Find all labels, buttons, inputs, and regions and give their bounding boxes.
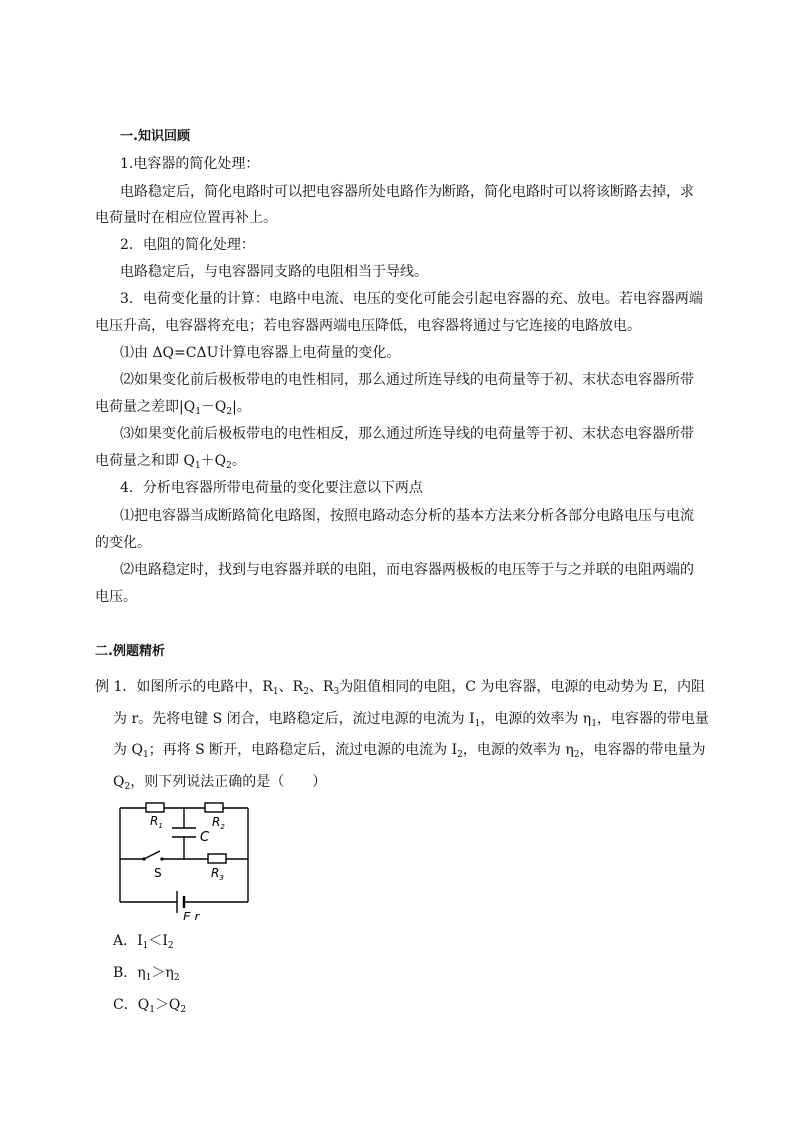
circuit-diagram [110, 798, 260, 920]
resistor-r3 [208, 854, 226, 863]
item4-1-line1: ⑴把电容器当成断路简化电路图，按照电路动态分析的基本方法来分析各部分电路电压与电流 [120, 508, 694, 524]
option-b: B．$\eta_1>\eta_2$ [113, 965, 180, 983]
option-a: A．$I_1<I_2$ [113, 933, 174, 951]
resistor-r1 [146, 803, 164, 812]
section1-heading: 一.知识回顾 [120, 129, 190, 144]
example1-line3: 为 $Q_1$；再将 S 断开，电路稳定后，流过电源的电流为 $I_2$，电源的效率为 $\eta_2$，电容器的带电量为 [113, 742, 706, 760]
section2-heading: 二.例题精析 [95, 644, 165, 659]
item4-2-line2: 电压。 [95, 589, 137, 605]
s-label: S [154, 866, 162, 880]
example1-line4: $Q_2$，则下列说法正确的是（ ） [113, 774, 327, 792]
item3-3-line1: ⑶如果变化前后极板带电的电性相反，那么通过所连导线的电荷量等于初、末状态电容器所带 [120, 426, 694, 442]
resistor-r2 [205, 803, 223, 812]
option-c: C．$Q_1>Q_2$ [113, 997, 187, 1015]
item4-2-line1: ⑵电路稳定时，找到与电容器并联的电阻，而电容器两极板的电压等于与之并联的电阻两端的 [120, 562, 694, 578]
item3-1: ⑴由 ΔQ=CΔU计算电容器上电荷量的变化。 [120, 345, 401, 361]
switch-s-blade [144, 851, 160, 859]
item3-2-line1: ⑵如果变化前后极板带电的电性相同，那么通过所连导线的电荷量等于初、末状态电容器所带 [120, 372, 694, 388]
item3-3-line2: 电荷量之和即 $Q_1+Q_2$。 [95, 453, 246, 471]
c-label: C [200, 830, 210, 845]
example1-line1: 例 1．如图所示的电路中，$R_1$、$R_2$、$R_3$为阻值相同的电阻，C 为电容器，电源的电动势为 E，内阻 [95, 679, 706, 697]
item3-2-line2: 电荷量之差即$|Q_1-Q_2|$。 [95, 399, 251, 417]
item4-1-line2: 的变化。 [95, 535, 151, 551]
item4-title: 4．分析电容器所带电荷量的变化要注意以下两点 [120, 480, 423, 496]
item1-title: 1.电容器的简化处理： [120, 156, 260, 172]
r3-label: $R_3$ [211, 866, 224, 882]
item1-body-line2: 电荷量时在相应位置再补上。 [95, 210, 277, 226]
item2-title: 2．电阻的简化处理： [120, 237, 255, 253]
item2-body: 电路稳定后，与电容器同支路的电阻相当于导线。 [120, 264, 428, 280]
r2-label: $R_2$ [212, 815, 225, 831]
item3-line2: 电压升高，电容器将充电；若电容器两端电压降低，电容器将通过与它连接的电路放电。 [95, 318, 641, 334]
source-label: E r [183, 910, 200, 920]
example1-line2: 为 r。先将电键 S 闭合，电路稳定后，流过电源的电流为 $I_1$，电源的效率为 $\eta_1$，电容器的带电量 [113, 711, 709, 729]
r1-label: $R_1$ [150, 814, 163, 830]
item3-line1: 3．电荷变化量的计算：电路中电流、电压的变化可能会引起电容器的充、放电。若电容器两端 [120, 291, 703, 307]
item1-body-line1: 电路稳定后，简化电路时可以把电容器所处电路作为断路，简化电路时可以将该断路去掉，求 [120, 184, 694, 200]
